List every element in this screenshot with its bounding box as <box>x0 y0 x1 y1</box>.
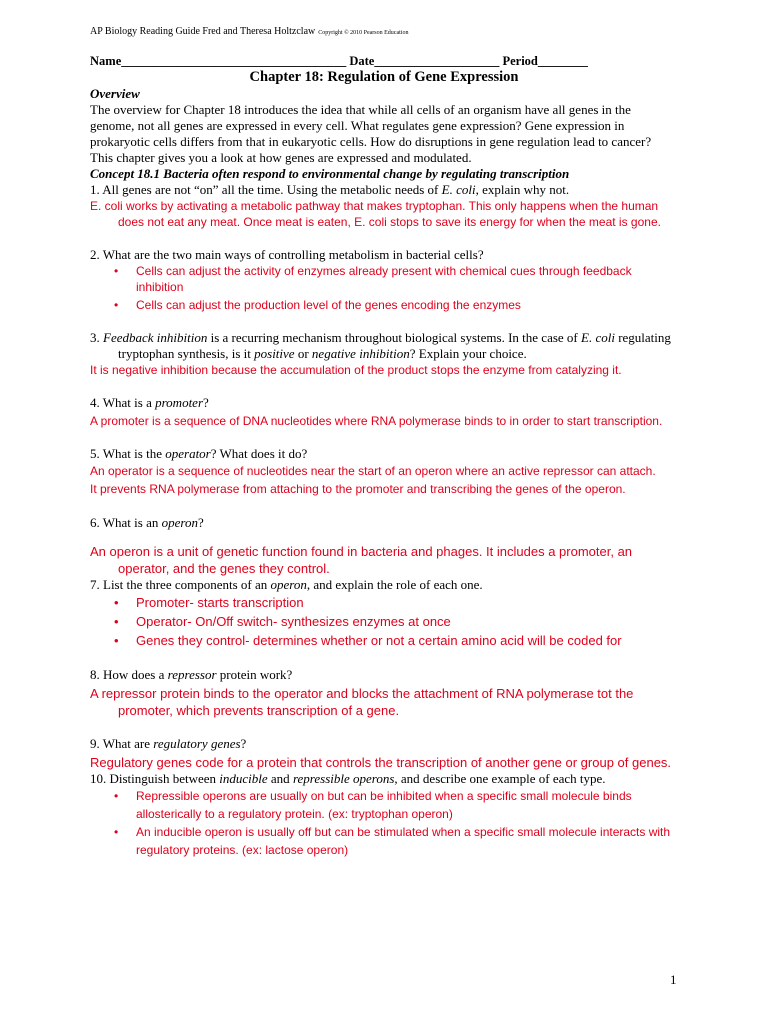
question-3-em: E. coli <box>581 330 615 345</box>
question-4 <box>90 395 672 411</box>
question-8-text-end: protein work? <box>216 667 293 682</box>
answer-2-item-text: Cells can adjust the activity of enzymes already present with chemical cues through feedback inhibition <box>136 264 632 294</box>
question-3 <box>90 330 672 362</box>
question-5-em: operator <box>165 446 211 461</box>
question-1-text: 1. All genes are not “on” all the time. Using the metabolic needs of <box>90 182 442 197</box>
question-5-text: 5. What is the <box>90 446 166 461</box>
question-8-em: repressor <box>167 667 217 682</box>
question-6-text: 6. What is an <box>90 515 162 530</box>
question-4-text-end: ? <box>203 395 209 410</box>
question-3-text: is a recurring mechanism throughout biological systems. In the case of <box>207 330 581 345</box>
question-5-text-end: ? What does it do? <box>210 446 308 461</box>
bullet-icon: • <box>114 595 119 610</box>
bullet-icon: • <box>114 614 119 629</box>
chapter-title: Chapter 18: Regulation of Gene Expression <box>249 69 519 85</box>
question-7 <box>90 577 672 593</box>
answer-7-item <box>90 593 672 612</box>
question-7-em: operon <box>270 577 307 592</box>
answer-2-item <box>90 263 672 295</box>
answer-5-line-1: An operator is a sequence of nucleotides near the start of an operon where an active repressor can attach. <box>90 464 656 478</box>
question-3-em: Feedback inhibition <box>103 330 208 345</box>
name-date-period-line: Name____________________________________ Date____________________ Period________ <box>90 54 588 68</box>
question-10-text: and <box>267 771 293 786</box>
answer-7-item-text: Genes they control- determines whether or not a certain amino acid will be coded for <box>136 633 622 648</box>
question-2: 2. What are the two main ways of controlling metabolism in bacterial cells? <box>90 247 484 262</box>
question-1-text-end: , explain why not. <box>475 182 570 197</box>
question-6 <box>90 515 672 531</box>
bullet-icon: • <box>114 789 119 803</box>
overview-text: The overview for Chapter 18 introduces the idea that while all cells of an organism have all genes in the genome, not all genes are expressed in every cell. What regulates gene expression? Gene expression in prokaryotic cells differs from that in eukaryotic cells. How do disruptions in gene regulation lead to cancer? This chapter gives you a look at how genes are expressed and modulated. <box>90 102 652 165</box>
question-9-text-end: ? <box>240 736 247 751</box>
question-3-text: ? Explain your choice. <box>409 346 527 361</box>
answer-1: E. coli works by activating a metabolic pathway that makes tryptophan. This only happens when the human does not eat any meat. Once meat is eaten, E. coli stops to save its energy for when the meat is gone. <box>90 199 661 229</box>
answer-2-item-text: Cells can adjust the production level of the genes encoding the enzymes <box>136 298 521 312</box>
bullet-icon: • <box>114 825 119 839</box>
answer-2-item <box>90 297 672 313</box>
question-1-em: E. coli <box>441 182 476 197</box>
answer-6: An operon is a unit of genetic function found in bacteria and phages. It includes a promoter, an operator, and the genes they control. <box>90 544 633 576</box>
question-9 <box>90 736 672 752</box>
question-3-text: regulating tryptophan synthesis, is it <box>118 330 671 361</box>
worksheet-body <box>90 86 672 859</box>
question-1 <box>90 182 672 198</box>
answer-2-list <box>90 263 672 313</box>
answer-10-item-text: An inducible operon is usually off but can be stimulated when a specific small molecule interacts with regulatory proteins. (ex: lactose operon) <box>136 825 671 857</box>
answer-8: A repressor protein binds to the operator and blocks the attachment of RNA polymerase tot the promoter, which prevents transcription of a gene. <box>90 686 634 718</box>
header-title: AP Biology Reading Guide Fred and Theresa Holtzclaw <box>90 26 316 37</box>
question-6-em: operon <box>161 515 198 530</box>
answer-5-line-2: It prevents RNA polymerase from attaching to the promoter and transcribing the genes of the operon. <box>90 482 626 496</box>
question-10-em: repressible operons <box>292 771 395 786</box>
question-4-em: promoter <box>155 395 204 410</box>
question-5 <box>90 446 672 462</box>
page-header <box>90 26 408 37</box>
question-3-text: or <box>294 346 312 361</box>
question-10-em: inducible <box>219 771 268 786</box>
question-8 <box>90 667 672 683</box>
question-9-text: 9. What are <box>90 736 154 751</box>
question-10 <box>90 771 672 787</box>
question-9-em: regulatory genes <box>153 736 241 751</box>
answer-7-list <box>90 593 672 650</box>
question-3-em: negative inhibition <box>311 346 410 361</box>
question-3-em: positive <box>254 346 295 361</box>
question-3-num: 3. <box>90 330 103 345</box>
bullet-icon: • <box>114 264 119 278</box>
concept-heading: Concept 18.1 Bacteria often respond to environmental change by regulating transcription <box>90 166 570 181</box>
answer-10-item <box>90 823 672 859</box>
overview-heading: Overview <box>90 86 140 101</box>
answer-3: It is negative inhibition because the accumulation of the product stops the enzyme from catalyzing it. <box>90 363 622 377</box>
answer-7-item-text: Operator- On/Off switch- synthesizes enzymes at once <box>136 614 451 629</box>
answer-10-item-text: Repressible operons are usually on but can be inhibited when a specific small molecule binds allosterically to a regulatory protein. (ex: tryptophan operon) <box>136 789 632 821</box>
question-7-text: 7. List the three components of an <box>90 577 271 592</box>
bullet-icon: • <box>114 298 119 312</box>
question-10-text-end: , and describe one example of each type. <box>394 771 606 786</box>
question-10-text: 10. Distinguish between <box>90 771 220 786</box>
question-6-text-end: ? <box>197 515 204 530</box>
question-4-text: 4. What is a <box>90 395 156 410</box>
answer-4: A promoter is a sequence of DNA nucleotides where RNA polymerase binds to in order to start transcription. <box>90 414 663 428</box>
page-number: 1 <box>670 972 677 987</box>
question-8-text: 8. How does a <box>90 667 168 682</box>
answer-9: Regulatory genes code for a protein that controls the transcription of another gene or group of genes. <box>90 755 672 770</box>
answer-10-list <box>90 787 672 859</box>
answer-7-item <box>90 612 672 631</box>
bullet-icon: • <box>114 633 119 648</box>
answer-7-item <box>90 631 672 650</box>
answer-7-item-text: Promoter- starts transcription <box>136 595 304 610</box>
question-7-text-end: , and explain the role of each one. <box>306 577 483 592</box>
answer-10-item <box>90 787 672 823</box>
header-copyright: Copyright © 2010 Pearson Education <box>318 30 409 36</box>
